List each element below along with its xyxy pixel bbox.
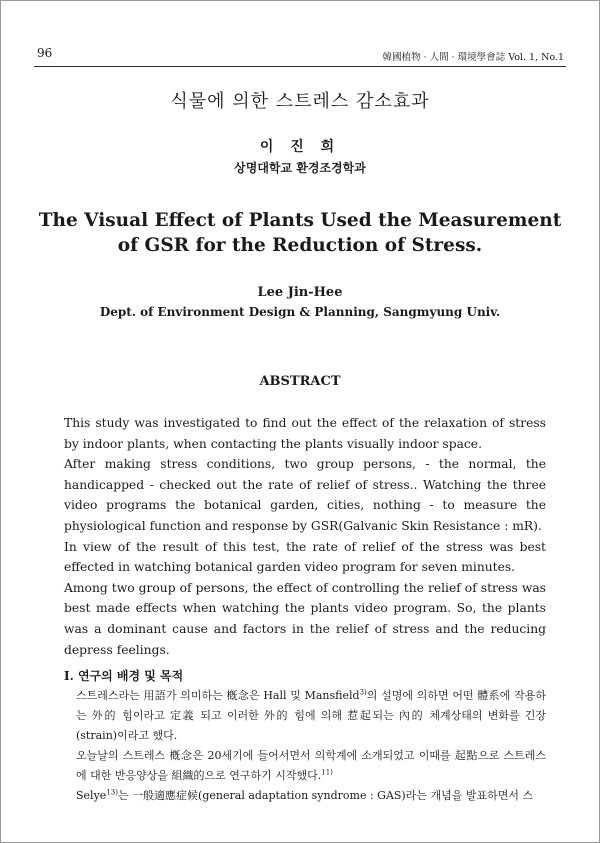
abstract-paragraph: After making stress conditions, two group persons, - the normal, the handicapped - checked out the rate of relief of stress.. Watching the three video programs the botanical garden, cities, nothing - to measure the physiological function and response by GSR(Galvanic Skin Resistance : mR). [64, 457, 546, 533]
paragraph-text: 오늘날의 스트레스 槪念은 20세기에 들어서면서 의학계에 소개되었고 이때를 起點으로 스트레스에 대한 반응양상을 組織的으로 연구하기 시작했다. [76, 749, 546, 782]
paragraph-text: 의 설명에 의하면 어떤 體系에 작용하는 外的 힘이라고 定義 되고 이러한 外的 힘에 의해 惹起되는 內的 체계상태의 변화를 긴장(strain)이라고 했다. [76, 689, 547, 742]
section-paragraph [64, 746, 546, 786]
citation-superscript: 11) [321, 768, 333, 777]
section-paragraph [64, 686, 546, 746]
abstract-paragraph: This study was investigated to find out the effect of the relaxation of stress by indoor plants, when contacting the plants visually indoor space. [64, 416, 546, 451]
paragraph-text: 스트레스라는 用語가 의미하는 槪念은 Hall 및 Mansfield [76, 689, 360, 702]
english-affiliation: Dept. of Environment Design & Planning, Sangmyung Univ. [99, 305, 501, 319]
english-title [0, 208, 600, 258]
korean-title: 식물에 의한 스트레스 감소효과 [170, 91, 430, 112]
abstract-paragraph: Among two group of persons, the effect of controlling the relief of stress was best made effects when watching the plants video program. So, the plants was a dominant cause and factors in the relief of stress and the reducing depress feelings. [64, 580, 546, 657]
citation-superscript: 13) [106, 788, 118, 797]
english-author: Lee Jin-Hee [257, 285, 343, 300]
english-title-line2: of GSR for the Reduction of Stress. [117, 235, 483, 256]
abstract-body [64, 413, 546, 660]
section-heading: Ⅰ. 연구의 배경 및 목적 [64, 669, 184, 683]
korean-affiliation: 상명대학교 환경조경학과 [234, 161, 366, 175]
citation-superscript: 3) [359, 688, 367, 697]
paragraph-text: 는 一般適應症候(general adaptation syndrome : GAS)라는 개념을 발표하면서 스 [117, 789, 534, 802]
abstract-paragraph: In view of the result of this test, the rate of relief of the stress was best effected in watching botanical garden video program for seven minutes. [64, 539, 546, 575]
journal-title: 韓國植物 · 人間 · 環境學會誌 Vol. 1, No.1 [382, 52, 564, 63]
abstract-heading: ABSTRACT [259, 374, 341, 389]
section-body [64, 686, 546, 806]
page-number: 96 [37, 46, 53, 60]
paragraph-text: Selye [76, 789, 107, 802]
header-rule [34, 66, 566, 67]
korean-author: 이 진 희 [259, 139, 341, 155]
section-paragraph [64, 786, 546, 806]
english-title-line1: The Visual Effect of Plants Used the Measurement [38, 210, 562, 231]
